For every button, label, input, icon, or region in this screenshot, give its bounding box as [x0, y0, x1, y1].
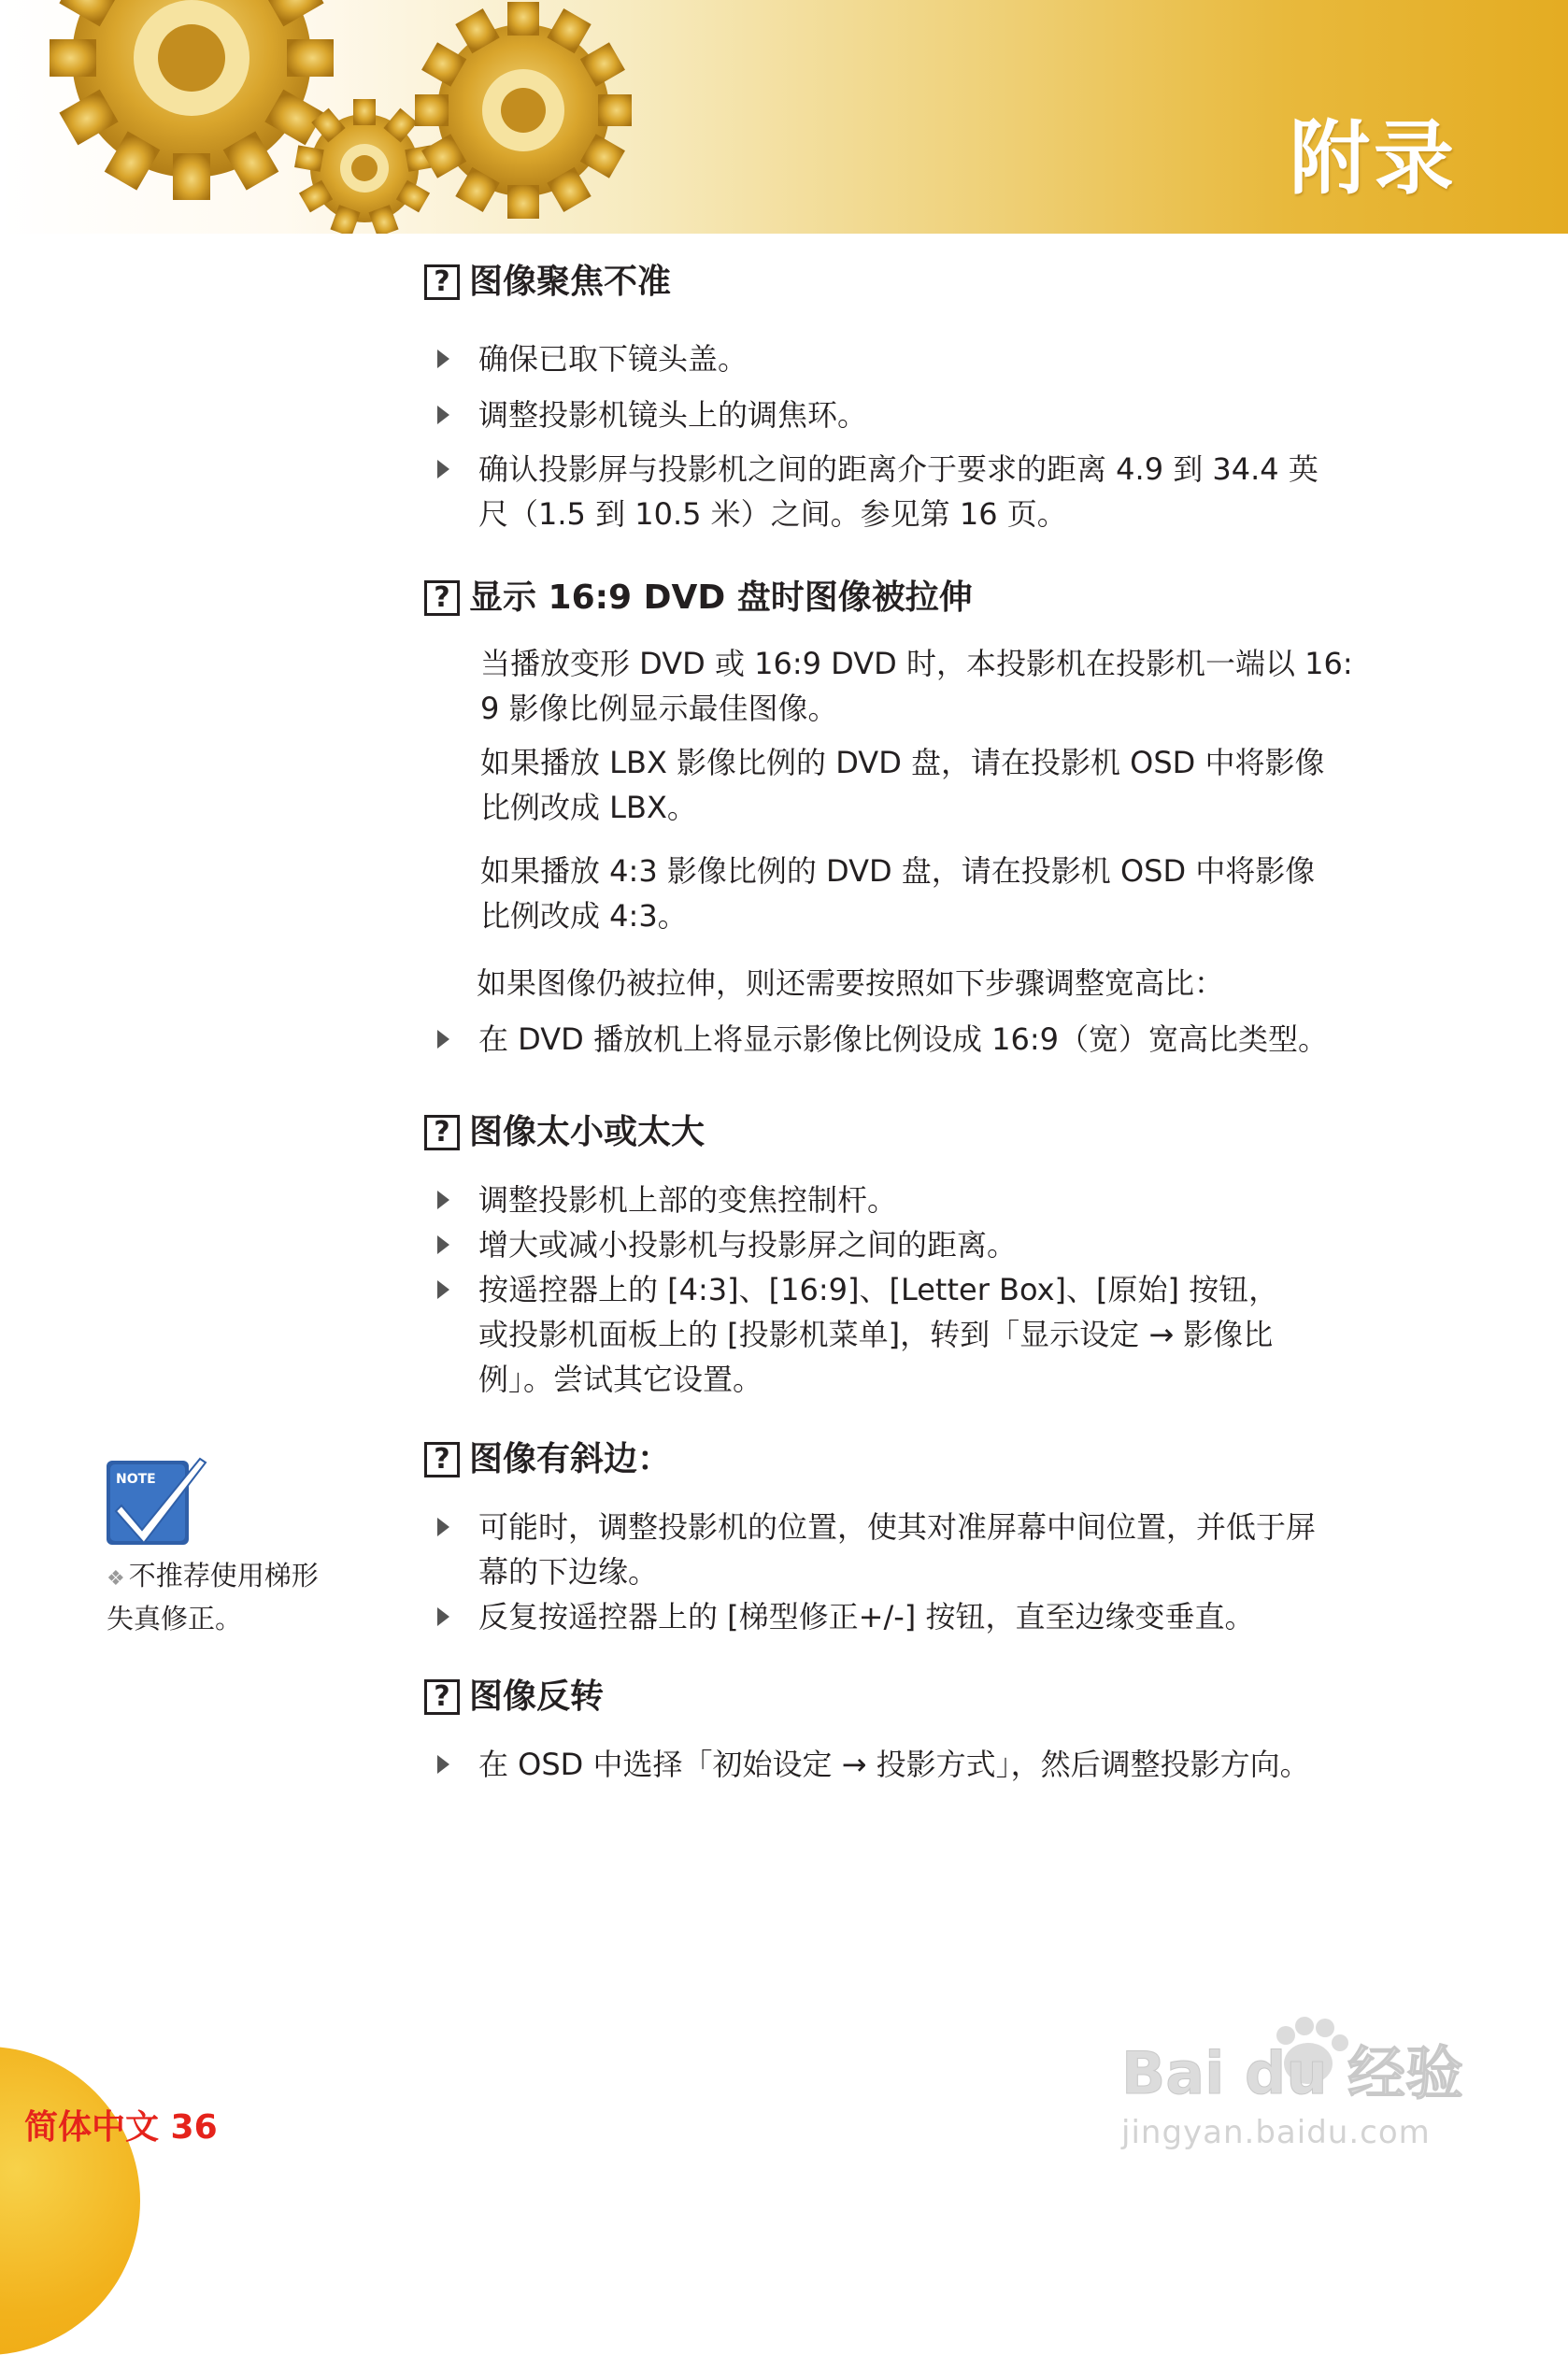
section-title-focus: [424, 262, 671, 303]
list-item: [437, 1505, 1465, 1594]
paragraph-line: 如果播放 LBX 影像比例的 DVD 盘，请在投影机 OSD 中将影像: [480, 745, 1325, 780]
paragraph-line: 比例改成 LBX。: [480, 790, 697, 825]
triangle-bullet-icon: [437, 1235, 449, 1254]
gear-medium-icon: [415, 2, 632, 219]
note-text: [107, 1556, 359, 1638]
section-title-text: 图像有斜边：: [469, 1440, 672, 1478]
list-item: [437, 1017, 1465, 1062]
list-item: [437, 1178, 1465, 1222]
triangle-bullet-icon: [437, 1755, 449, 1774]
section-title-text: 图像太小或太大: [469, 1113, 706, 1151]
list-item-text: 幕的下边缘。: [478, 1554, 659, 1590]
triangle-bullet-icon: [437, 1607, 449, 1626]
gear-large-icon: [50, 0, 334, 200]
baidu-watermark-logo: [1112, 2000, 1504, 2112]
header-banner: [0, 0, 1568, 234]
list-item: [437, 1594, 1465, 1639]
question-box-icon: ?: [424, 1679, 460, 1715]
list-item-text: 确保已取下镜头盖。: [478, 341, 748, 377]
paragraph-line: 比例改成 4:3。: [480, 898, 688, 934]
triangle-bullet-icon: [437, 460, 449, 478]
list-item: [437, 336, 1465, 381]
gear-small-icon: [294, 99, 435, 234]
paragraph: [480, 849, 1433, 938]
triangle-bullet-icon: [437, 1191, 449, 1209]
triangle-bullet-icon: [437, 350, 449, 368]
list-item-text: 反复按遥控器上的 [梯型修正+/-] 按钮，直至边缘变垂直。: [478, 1599, 1255, 1634]
section-title-keystone: [424, 1439, 671, 1480]
section-title-text: 显示 16:9 DVD 盘时图像被拉伸: [469, 578, 973, 617]
section-title-text: 图像聚焦不准: [469, 263, 672, 301]
list-item-text: 或投影机面板上的 [投影机菜单]，转到「显示设定 → 影像比: [478, 1317, 1274, 1352]
note-checkmark-icon: [103, 1453, 215, 1556]
section-title-flip: [424, 1677, 604, 1718]
triangle-bullet-icon: [437, 1280, 449, 1299]
paragraph-line: 如果图像仍被拉伸，则还需要按照如下步骤调整宽高比：: [477, 965, 1225, 1001]
paragraph-line: 如果播放 4:3 影像比例的 DVD 盘，请在投影机 OSD 中将影像: [480, 853, 1316, 889]
list-item-text: 尺（1.5 到 10.5 米）之间。参见第 16 页。: [478, 496, 1067, 532]
paragraph-line: 9 影像比例显示最佳图像。: [480, 691, 838, 726]
section-title-stretch: [424, 578, 973, 619]
list-item-text: 增大或减小投影机与投影屏之间的距离。: [478, 1227, 1018, 1263]
list-item-text: 例」。尝试其它设置。: [478, 1362, 763, 1397]
list-item-text: 调整投影机镜头上的调焦环。: [478, 397, 868, 433]
note-line: 失真修正。: [107, 1603, 243, 1634]
question-box-icon: ?: [424, 1442, 460, 1477]
page-number-label: 简体中文 36: [24, 2108, 218, 2147]
list-item: [437, 447, 1465, 536]
triangle-bullet-icon: [437, 1518, 449, 1536]
diamond-bullet-icon: ❖: [107, 1567, 125, 1591]
list-item-text: 调整投影机上部的变焦控制杆。: [478, 1182, 898, 1218]
triangle-bullet-icon: [437, 406, 449, 424]
section-title-size: [424, 1112, 705, 1153]
list-item-text: 在 DVD 播放机上将显示影像比例设成 16:9（宽）宽高比类型。: [478, 1021, 1328, 1057]
question-box-icon: ?: [424, 264, 460, 300]
list-item: [437, 392, 1465, 437]
question-box-icon: ?: [424, 580, 460, 616]
gears-illustration: [0, 0, 710, 234]
list-item: [437, 1267, 1465, 1402]
page-title: 附录: [1290, 112, 1458, 206]
list-item: [437, 1742, 1465, 1787]
list-item: [437, 1222, 1465, 1267]
list-item-text: 按遥控器上的 [4:3]、[16:9]、[Letter Box]、[原始] 按钮，: [478, 1272, 1279, 1307]
triangle-bullet-icon: [437, 1030, 449, 1049]
footer-decoration: [0, 2047, 140, 2355]
note-icon-label: NOTE: [116, 1472, 156, 1487]
list-item-text: 确认投影屏与投影机之间的距离介于要求的距离 4.9 到 34.4 英: [478, 451, 1319, 487]
paragraph: [480, 641, 1433, 731]
paragraph: [480, 740, 1433, 830]
watermark-logo-text: Bai du 经验: [1121, 2039, 1464, 2107]
paragraph-line: 当播放变形 DVD 或 16:9 DVD 时，本投影机在投影机一端以 16:: [480, 646, 1353, 681]
list-item-text: 可能时，调整投影机的位置，使其对准屏幕中间位置，并低于屏: [478, 1509, 1317, 1545]
note-line: 不推荐使用梯形: [128, 1560, 319, 1591]
paragraph: [477, 961, 1430, 1006]
list-item-text: 在 OSD 中选择「初始设定 → 投影方式」，然后调整投影方向。: [478, 1747, 1310, 1782]
question-box-icon: ?: [424, 1115, 460, 1150]
watermark-url: jingyan.baidu.com: [1121, 2114, 1431, 2151]
section-title-text: 图像反转: [469, 1677, 605, 1716]
